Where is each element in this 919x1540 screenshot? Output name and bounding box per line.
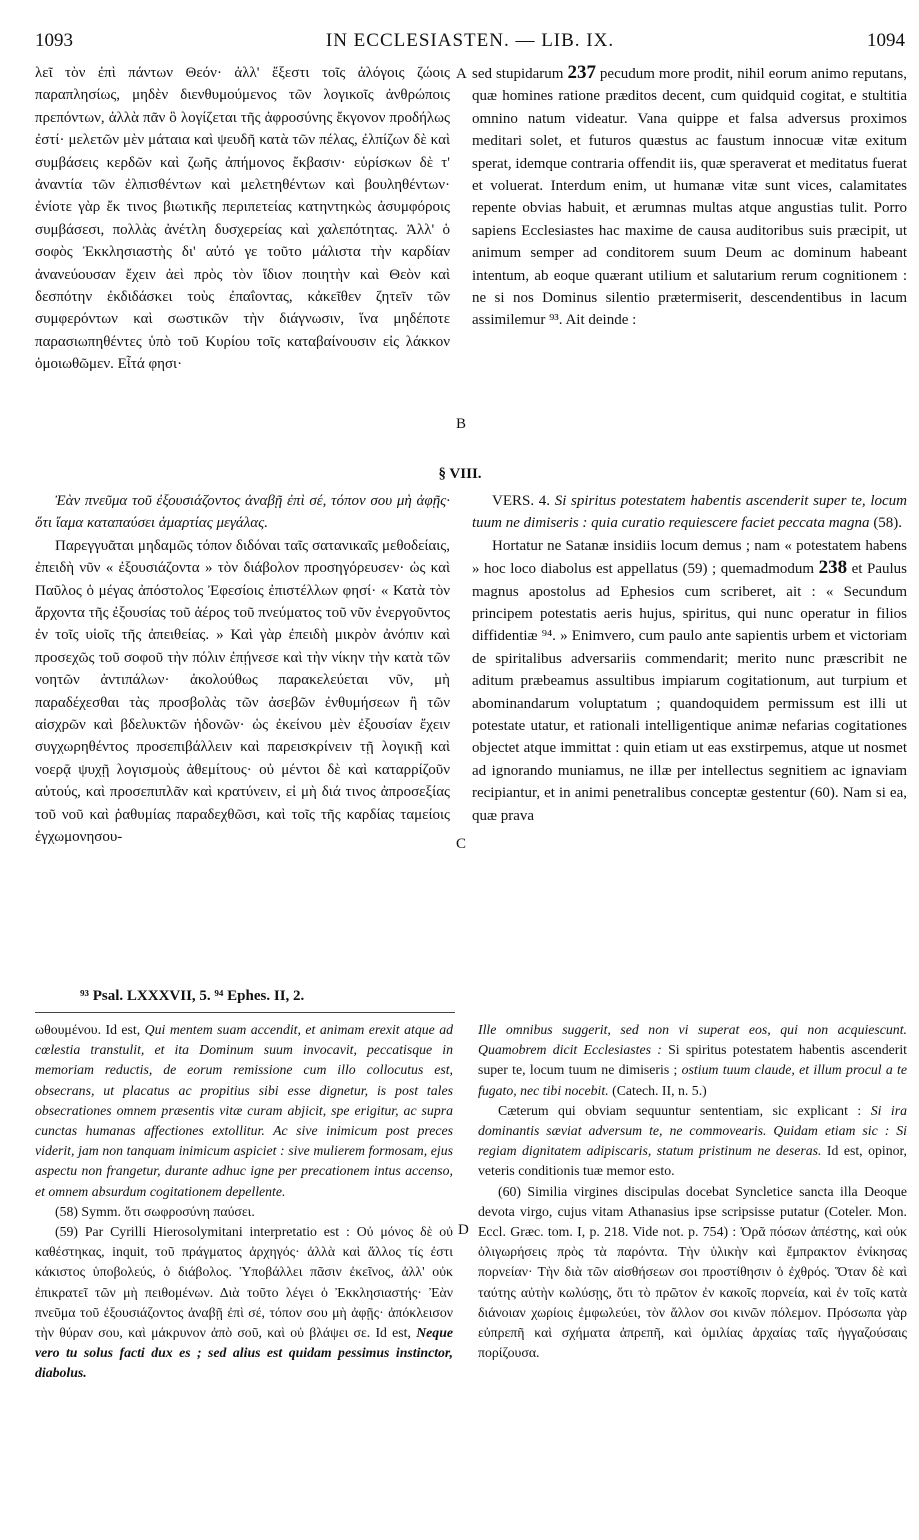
margin-marker-b: B xyxy=(456,416,467,432)
note-60: (60) Similia virgines discipulas docebat Syncletice sancta illa Deoque devota virgo, cujus vitam Athanasius ipse scripsisse putatur (Coteler. Mon. Eccl. Græc. tom. I, p. 218. Vide not. p. 754) : Ὁρᾶ πόσων ἀπέστης, καὶ οὐκ ὀλιγωρήσεις πρὸς τὰ παρόντα. Τὴν ὑλικὴν καὶ ἔμπρακτον ἐνίκησας πορνείαν· Τὴν διὰ τῶν αἰσθήσεων σοι προστίθησιν ὁ ἐχθρός. Ὅταν δὲ καὶ ταύτης αὐτὴν κωλύσῃς, ὅτι τὸ πρῶτον ἐν κακοῖς πορνεία, καὶ ἐν τοῖς κατὰ διάνοιαν χωρίοις ἐμφωλεύει, τὸν ἄλλον σοι κινῶν πόλεμον. Πρόσωπα γὰρ εὐπρεπῆ καὶ σχήματα ἀπρεπῆ, καὶ ὁμιλίας ἀρχαίας ταῖς ἡγγαζούσαις πορίζουσα. xyxy=(478,1183,907,1361)
page-number-left: 1093 xyxy=(35,30,73,51)
greek-column-top xyxy=(35,62,450,462)
latin-column-top xyxy=(472,62,907,462)
page-header xyxy=(35,30,905,58)
greek-paragraph-top: λεῖ τὸν ἐπὶ πάντων Θεόν· ἀλλ' ἔξεστι τοῖς ἀλόγοις ζώοις παραπλησίως, μηδὲν διενθυμούμενος τῶν λογικοῖς ἀνθρώποις πρεπόντων, ἀλλὰ πᾶν ὃ λογίζεται τῆς ἀφροσύνης ἔκγονον προδήλως ἐστί· μελετῶν μὲν μάταια καὶ ψευδῆ κατὰ τῶν πέλας, ἐλπίζων δὲ καὶ συμβάσεις κερδῶν καὶ ζωῆς ἀπήμονος ἔκβασιν· εὑρίσκων δὲ τ' ἀναντία τῶν ἐλπισθέντων καὶ μελετηθέντων καὶ βουληθέντων· ἐνίοτε γὰρ ἔκ τινος βιωτικῆς περιπετείας κατηντηκὼς ἀσυμφόροις συμβάσεσι, πολλὰς ἀνέτλη δυσχερείας καὶ χαλεπότητας. Ἀλλ' ὁ σοφὸς Ἐκκλησιαστὴς δι' αὐτό γε τοῦτο μάλιστα τὴν καρδίαν ἀνανεύουσαν ἔχειν ἀεὶ πρὸς τὸν ἴδιον ποιητὴν καὶ Θεὸν καὶ δεσπότην ἐκδιδάσκει τοὺς ἐπαΐοντας, κἀκεῖθεν ζητεῖν τῶν συμφερόντων καὶ σωστικῶν τὴν διάγνωσιν, ἵνα μηδέποτε παρασιωπηθέντες ὑπὸ τοῦ Κυρίου τοῖς καταβαίνουσιν εἰς λάκκον ὁμοιωθῶμεν. Εἶτά φησι· xyxy=(35,65,450,373)
latin-paragraph-top: sed stupidarum 237 pecudum more prodit, nihil eorum animo reputans, quæ homines ratione præditos decent, cum quidquid cogitat, e stultitia omnino natum videatur. Vana quippe et falsa adversus proximos meditari solet, et futuros quæstus ac faustum innocuæ vitæ exitum sperat, idemque contraria offendit iis, quæ speraverat et meditatus fuerat et voluerat. Interdum enim, ut humanæ vitæ sunt vices, calamitates repente obvias habuit, et ærumnas multas atque angustias tulit. Porro sapiens Ecclesiastes hac maxime de causa auditoribus suis præcipit, ut animum semper ad conditorem suum Deum ac dominum habeant intentum, ab eoque quærant utilium et salutarium rerum cognitionem : ne si nos Dominus silentio prætermiserit, descendentibus in lacum assimilemur ⁹³. Ait deinde : xyxy=(472,62,907,329)
latin-column-middle xyxy=(472,490,907,978)
margin-marker-d: D xyxy=(458,1222,469,1238)
notes-column-right xyxy=(478,1020,907,1530)
greek-verse: Ἐὰν πνεῦμα τοῦ ἐξουσιάζοντος ἀναβῇ ἐπὶ σέ, τόπον σου μὴ ἀφῇς· ὅτι ἴαμα καταπαύσει ἁμαρτίας μεγάλας. xyxy=(35,493,450,532)
latin-verse: VERS. 4. Si spiritus potestatem habentis ascenderit super te, locum tuum ne dimiseris : quia curatio requiescere faciet peccata magna (58). xyxy=(472,493,907,532)
running-title: IN ECCLESIASTEN. — LIB. IX. xyxy=(325,30,615,51)
note-59: (59) Par Cyrilli Hierosolymitani interpretatio est : Οὐ μόνος δὲ οὐ καθέστηκας, inquit, τοῦ πράγματος ἀρχηγός· ἀλλὰ καὶ ἄλλος τίς ἐστι κάκιστος ὑποβολεύς, ὁ διάβολος. Ὑποβάλλει πᾶσιν ἐκεῖνος, ἀλλ' οὐκ ἐπικρατεῖ τῶν μὴ πειθομένων. Διὰ τοῦτο λέγει ὁ Ἐκκλησιαστής· Ἐὰν πνεῦμα τοῦ ἐξουσιάζοντος ἀναβῇ ἐπὶ σέ, τόπον σου μὴ ἀφῇς· ἀπόκλεισον τὴν θύραν σου, καὶ μάκρυνον ἀπὸ σοῦ, καὶ οὐ βλάψει σε. Id est, Neque vero tu solus facti dux es ; sed alius est quidam pessimus instinctor, diabolus. xyxy=(35,1224,453,1381)
column-number-237: 237 xyxy=(567,62,596,83)
verse-label: VERS. 4. xyxy=(492,493,551,509)
margin-marker-c: C xyxy=(456,836,467,852)
scripture-footnotes: ⁹³ Psal. LXXXVII, 5. ⁹⁴ Ephes. II, 2. xyxy=(80,988,305,1004)
greek-paragraph-middle: Παρεγγυᾶται μηδαμῶς τόπον διδόναι ταῖς σατανικαῖς μεθοδείαις, ἐπειδὴ νῦν « ἐξουσιάζοντα » τὸν διάβολον προσηγόρευσεν· ὡς καὶ Παῦλος ὁ μέγας ἀπόστολος Ἐφεσίοις ἐπιστέλλων φησί· « Κατὰ τὸν ἄρχοντα τῆς ἐξουσίας τοῦ ἀέρος τοῦ πνεύματος τοῦ νῦν ἐνεργοῦντος ἐν τοῖς υἱοῖς τῆς ἀπειθείας. » Καὶ γὰρ ἐπειδὴ μικρὸν ἀνόπιν καὶ προσεχῶς τοῦ σοφοῦ τὴν πόλιν ἐπῄνεσε καὶ τὴν νίκην τὴν κατὰ τῶν νοητῶν ἀντιπάλων· ἀκολούθως παρακελεύεται νῦν, μὴ παραδέχεσθαι τὰς προσβολὰς τῶν ἀσεβῶν ἐνθυμήσεων ἢ τῶν αἰσχρῶν καὶ βδελυκτῶν ἡδονῶν· ὡς ἐκείνου μὲν ἐξουσίαν ἔχειν συγχωρηθέντος προσεπιβάλλειν καὶ παρεισκρίνειν τῇ λογικῇ καὶ νοερᾷ ψυχῇ λογισμοὺς ἀθεμίτους· οὐ μέντοι δὲ καὶ καταρρίζοῦν αὐτούς, καὶ προσεπιπλᾶν καὶ κρατύνειν, εἰ μὴ διά τινος ἀπροσεξίας τοῦ νοῦ καὶ ῥαθυμίας παραδεχθῶσι, καὶ τοῖς τῆς καρδίας ταμείοις ἐγχωμονησου- xyxy=(35,537,450,846)
margin-marker-a: A xyxy=(456,66,467,82)
note-alternative-readings: Cæterum qui obviam sequuntur sententiam, sic explicant : Si ira dominantis sæviat adversum te, ne commovearis. Quidam etiam sic : Si regiam dignitatem adipiscaris, statum pristinum ne deseras. Id est, opinor, veteris conditionis tuæ memor esto. xyxy=(478,1102,907,1179)
column-number-238: 238 xyxy=(818,557,848,579)
footnote-divider xyxy=(35,1012,455,1013)
notes-column-left xyxy=(35,1020,453,1530)
greek-column-middle xyxy=(35,490,450,978)
latin-paragraph-middle: Hortatur ne Satanæ insidiis locum demus ; nam « potestatem habens » hoc loco diabolus est appellatus (59) ; quemadmodum 238 et Paulus magnus apostolus ad Ephesios cum scriberet, ait : « Secundum principem potestatis aeris hujus, spiritus, qui nunc operatur in filios diffidentiæ ⁹⁴. » Enimvero, cum paulo ante sapientis urbem et victoriam de spiritalibus adversariis commendarit; merito nunc præscribit ne aditum præbeamus assultibus impiarum cogitationum, aut turpium et abominandarum voluptatum ; quandoquidem permissum est illi ut potestate utatur, et rationali intelligentique animæ nefarias cogitationes objectet atque immittat : quin etiam ut eas exstirpemus, atque ut nosmet ad ignorando muniamus, ne illæ per intellectus segnitiem ac ignaviam recipiantur, et in animi penetralibus conceptæ gestentur (60). Nam si ea, quæ prava xyxy=(472,537,907,824)
section-heading: § VIII. xyxy=(438,466,482,482)
note-58: (58) Symm. ὅτι σωφροσύνη παύσει. xyxy=(55,1203,255,1219)
page-number-right: 1094 xyxy=(867,30,905,51)
note-continuation: ωθουμένου. Id est, Qui mentem suam accendit, et animam erexit atque ad cœlestia transtulit, et ita Dominum suum invocavit, peccatisque in memoriam reductis, de eorum remissione cum illo collocutus est, obsecrans, ut placatus ac propitius sibi esse dignetur, is post tales obsecrationes omnem præsentis vitæ curam abjicit, spe erigitur, ac supra cunctas humanas affectiones extollitur. Ac sive inimicum post preces viderit, jam non tanquam inimicum aspiciet : sive mulierem formosam, ejus aspectu non frangetur, durante adhuc igne per precationem intus accenso, et omnem absurdum cogitationem depellente. xyxy=(35,1022,453,1199)
note-59-continued: Ille omnibus suggerit, sed non vi superat eos, qui non acquiescunt. Quamobrem dicit Ecclesiastes : Si spiritus potestatem habentis ascenderit super te, locum tuum ne dimiseris ; ostium tuum claude, et illum procul a te fugato, nec tibi nocebit. (Catech. II, n. 5.) xyxy=(478,1022,907,1098)
